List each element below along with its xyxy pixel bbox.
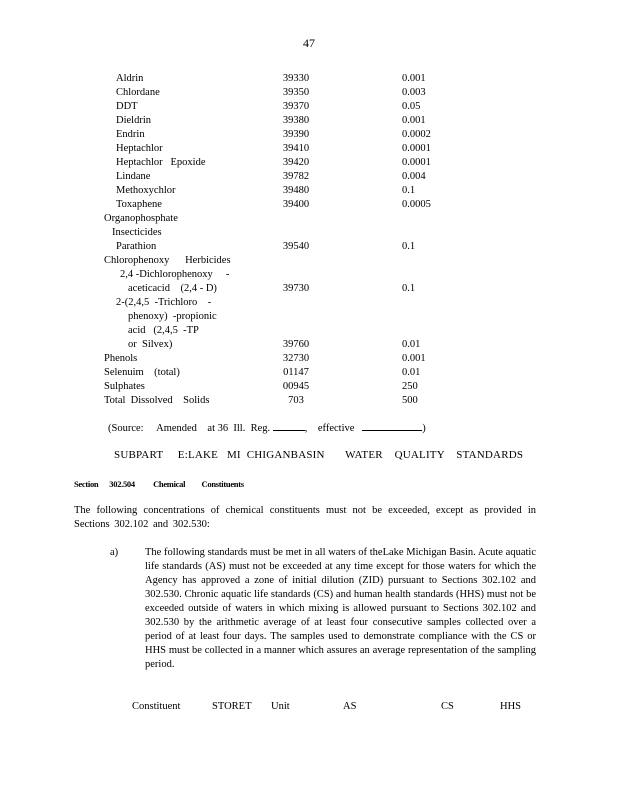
item-a-label: a)	[110, 547, 119, 558]
concentration-value: 0.01	[402, 367, 421, 378]
header-storet: STORET	[212, 701, 252, 712]
concentration-value: 0.001	[402, 353, 426, 364]
table-row	[0, 338, 618, 352]
table-row	[0, 86, 618, 100]
table-row	[0, 282, 618, 296]
constituent-name: Insecticides	[112, 227, 162, 238]
table-row	[0, 100, 618, 114]
source-note	[108, 420, 426, 436]
storet-number: 39540	[282, 241, 310, 252]
table-row	[0, 198, 618, 212]
constituent-name: Methoxychlor	[116, 185, 176, 196]
table-row	[0, 156, 618, 170]
storet-number: 703	[288, 395, 304, 406]
storet-number: 39420	[282, 157, 310, 168]
storet-number: 32730	[282, 353, 310, 364]
storet-number: 39782	[282, 171, 310, 182]
table-row	[0, 380, 618, 394]
source-prefix: (Source: Amended at 36 Ill. Reg.	[108, 423, 271, 434]
table-row	[0, 394, 618, 408]
table-row	[0, 296, 618, 310]
storet-number: 39410	[282, 143, 310, 154]
blank-effective-date	[362, 420, 422, 431]
constituent-name: Sulphates	[104, 381, 145, 392]
constituent-name: Phenols	[104, 353, 138, 364]
concentration-value: 0.0002	[402, 129, 431, 140]
constituent-name: Parathion	[116, 241, 157, 252]
concentration-value: 0.1	[402, 185, 416, 196]
blank-reg-volume	[273, 420, 305, 431]
constituent-name: Lindane	[116, 171, 151, 182]
table-row	[0, 268, 618, 282]
storet-number: 39350	[282, 87, 310, 98]
concentration-value: 0.001	[402, 73, 426, 84]
storet-number: 39400	[282, 199, 310, 210]
table-row	[0, 128, 618, 142]
concentration-value: 0.004	[402, 171, 426, 182]
storet-number: 39760	[282, 339, 310, 350]
source-suffix: )	[422, 423, 426, 434]
constituent-name: Dieldrin	[116, 115, 151, 126]
table-row	[0, 212, 618, 226]
header-unit: Unit	[271, 701, 290, 712]
table-row	[0, 226, 618, 240]
source-effective: effective	[307, 423, 355, 434]
constituent-name: Total Dissolved Solids	[104, 395, 210, 406]
concentration-value: 0.001	[402, 115, 426, 126]
constituent-name: Endrin	[116, 129, 145, 140]
table-row	[0, 310, 618, 324]
constituent-name: Chlordane	[116, 87, 160, 98]
section-heading: Section 302.504 Chemical Constituents	[74, 479, 244, 489]
table-row	[0, 72, 618, 86]
constituent-name: aceticacid (2,4 - D)	[128, 283, 217, 294]
table-row	[0, 324, 618, 338]
table-row	[0, 142, 618, 156]
header-constituent: Constituent	[132, 701, 181, 712]
concentration-value: 0.0001	[402, 157, 431, 168]
constituent-name: Chlorophenoxy Herbicides	[104, 255, 231, 266]
constituent-name: Heptachlor	[116, 143, 163, 154]
constituent-name: Toxaphene	[116, 199, 162, 210]
table-row	[0, 184, 618, 198]
header-cs: CS	[441, 701, 454, 712]
subpart-heading: SUBPART E:LAKE MI CHIGANBASIN WATER QUALITY STANDARDS	[114, 449, 524, 461]
table-row	[0, 170, 618, 184]
concentration-value: 500	[402, 395, 418, 406]
constituent-name: phenoxy) -propionic	[128, 311, 217, 322]
constituent-name: or Silvex)	[128, 339, 173, 350]
constituent-name: 2,4 -Dichlorophenoxy -	[120, 269, 230, 280]
page-number: 47	[303, 36, 315, 50]
concentration-value: 0.0001	[402, 143, 431, 154]
item-a-text: The following standards must be met in all waters of theLake Michigan Basin. Acute aquatic life standards (AS) must not be exceeded at any time except for those waters for which the Agency has approved a zone of initial dilution (ZID) pursuant to Sections 302.102 and 302.530. Chronic aquatic life standards (CS) and human health standards (HHS) must not be exceeded outside of waters in which mixing is allowed pursuant to Sections 302.102 and 302.530 by the arithmetic average of at least four consecutive samples collected over a period of at least four days. The samples used to demonstrate compliance with the CS or HHS must be collected in a manner which assures an average representation of the sampling period.	[145, 547, 536, 670]
concentration-value: 0.1	[402, 241, 416, 252]
concentration-value: 0.0005	[402, 199, 431, 210]
concentration-value: 0.05	[402, 101, 421, 112]
storet-number: 39370	[282, 101, 310, 112]
source-comma: ,	[304, 423, 308, 434]
storet-number: 01147	[283, 367, 309, 378]
constituent-name: DDT	[116, 101, 138, 112]
table-row	[0, 352, 618, 366]
table-row	[0, 254, 618, 268]
constituent-name: Heptachlor Epoxide	[116, 157, 206, 168]
concentration-value: 0.1	[402, 283, 416, 294]
concentration-value: 0.003	[402, 87, 426, 98]
header-hhs: HHS	[500, 701, 522, 712]
storet-number: 00945	[282, 381, 310, 392]
table-row	[0, 366, 618, 380]
table-row	[0, 114, 618, 128]
storet-number: 39390	[282, 129, 310, 140]
constituent-name: Organophosphate	[104, 213, 178, 224]
storet-number: 39730	[282, 283, 310, 294]
storet-number: 39330	[282, 73, 310, 84]
header-as: AS	[343, 701, 357, 712]
constituent-name: Selenuim (total)	[104, 367, 180, 378]
concentration-value: 250	[402, 381, 418, 392]
column-headers	[0, 700, 618, 714]
table-row	[0, 240, 618, 254]
storet-number: 39380	[282, 115, 310, 126]
constituent-name: 2-(2,4,5 -Trichloro -	[116, 297, 212, 308]
concentration-value: 0.01	[402, 339, 421, 350]
storet-number: 39480	[282, 185, 310, 196]
constituent-name: Aldrin	[116, 73, 144, 84]
constituent-name: acid (2,4,5 -TP	[128, 325, 199, 336]
intro-paragraph: The following concentrations of chemical constituents must not be exceeded, except as provided in Sections 302.102 and 302.530:	[74, 505, 536, 530]
